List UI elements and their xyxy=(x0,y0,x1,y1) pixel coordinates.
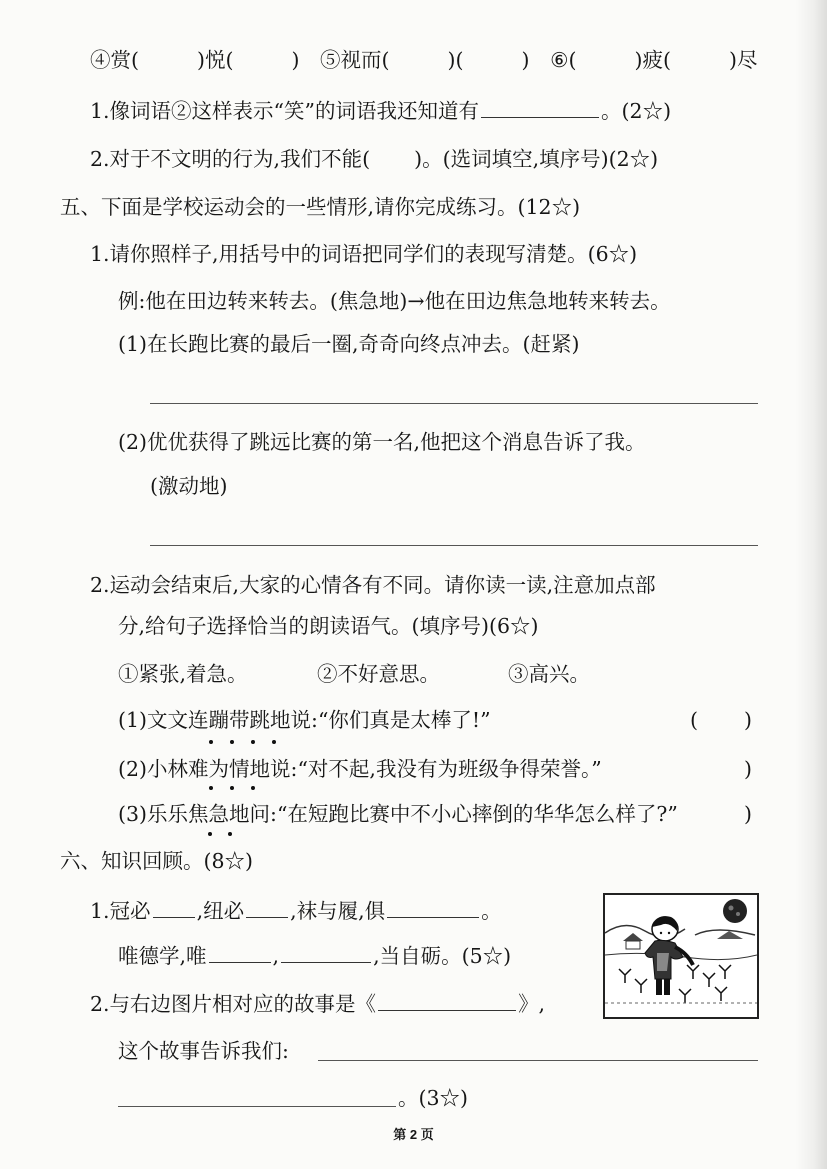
option-3: ③高兴。 xyxy=(508,662,590,686)
question-5-1-prompt: 1.请你照样子,用括号中的词语把同学们的表现写清楚。(6☆) xyxy=(90,242,638,266)
emphasis-dot xyxy=(230,740,234,744)
option-2: ②不好意思。 xyxy=(317,662,440,686)
fill-part: ⑥( xyxy=(550,48,577,72)
question-text: ,袜与履,俱 xyxy=(290,899,386,923)
answer-blank[interactable] xyxy=(387,897,479,918)
fill-part: ) xyxy=(291,48,300,72)
question-text: 唯德学,唯 xyxy=(118,944,207,968)
fill-part: ) xyxy=(521,48,530,72)
item-2-hint: (激动地) xyxy=(150,474,228,498)
item-1: (1)在长跑比赛的最后一圈,奇奇向终点冲去。(赶紧) xyxy=(118,332,580,356)
question-text: 》, xyxy=(518,992,546,1016)
item-2: (2)优优获得了跳远比赛的第一名,他把这个消息告诉了我。 xyxy=(118,430,646,454)
emphasis-dot xyxy=(272,740,276,744)
question-text: 1.像词语②这样表示“笑”的词语我还知道有 xyxy=(90,99,480,123)
answer-blank[interactable] xyxy=(246,897,288,918)
fill-part: )尽 xyxy=(728,48,758,72)
word-fill-line xyxy=(90,46,757,74)
question-score: )。(选词填空,填序号)(2☆) xyxy=(414,147,659,171)
illustration-svg xyxy=(605,895,757,1017)
question-text: ,当自砺。(5☆) xyxy=(373,944,512,968)
emphasis-dot xyxy=(208,832,212,836)
answer-paren-open: ( xyxy=(690,708,698,732)
question-text: ,纽必 xyxy=(196,899,245,923)
answer-paren-close: ) xyxy=(744,757,752,781)
answer-blank[interactable] xyxy=(281,942,371,963)
question-6-2-line1 xyxy=(90,990,545,1018)
answer-blank[interactable] xyxy=(153,897,195,918)
emphasis-dot xyxy=(251,740,255,744)
question-text: 2.对于不文明的行为,我们不能( xyxy=(90,147,371,171)
question-6-1-line1 xyxy=(90,897,502,925)
emphasis-dot xyxy=(209,740,213,744)
fill-part: )悦( xyxy=(197,48,234,72)
sentence-2: (2)小林难为情地说:“对不起,我没有为班级争得荣誉。” xyxy=(118,757,602,781)
answer-slot[interactable] xyxy=(700,757,742,781)
answer-paren-close: ) xyxy=(744,708,752,732)
scan-edge-shadow xyxy=(795,0,827,1169)
section-5-title: 五、下面是学校运动会的一些情形,请你完成练习。(12☆) xyxy=(60,195,581,219)
example-sentence: 例:他在田边转来转去。(焦急地)→他在田边焦急地转来转去。 xyxy=(118,289,671,313)
answer-blank[interactable] xyxy=(209,942,271,963)
question-6-1-line2 xyxy=(118,942,511,970)
question-6-2-line2: 这个故事告诉我们: xyxy=(118,1039,289,1063)
emphasis-dot xyxy=(209,786,213,790)
fill-part: ⑤视而( xyxy=(320,48,390,72)
section-6-title: 六、知识回顾。(8☆) xyxy=(60,849,254,873)
answer-slot[interactable] xyxy=(700,708,742,732)
answer-slot[interactable] xyxy=(700,802,742,826)
answer-line[interactable] xyxy=(318,1060,758,1061)
answer-blank[interactable] xyxy=(481,97,599,118)
emphasis-dot xyxy=(230,786,234,790)
boy-pulling-seedlings-illustration xyxy=(603,893,759,1019)
fill-part: ④赏( xyxy=(90,48,139,72)
question-4-1 xyxy=(90,97,671,125)
sentence-1: (1)文文连蹦带跳地说:“你们真是太棒了!” xyxy=(118,708,491,732)
fill-part: )疲( xyxy=(634,48,671,72)
question-5-2-prompt-cont: 分,给句子选择恰当的朗读语气。(填序号)(6☆) xyxy=(118,614,539,638)
answer-line[interactable] xyxy=(150,545,758,546)
page-number: 第 2 页 xyxy=(393,1127,434,1142)
question-text: 1.冠必 xyxy=(90,899,151,923)
fill-part: )( xyxy=(447,48,464,72)
answer-line[interactable] xyxy=(150,403,758,404)
question-text: , xyxy=(272,944,280,968)
question-5-2-prompt: 2.运动会结束后,大家的心情各有不同。请你读一读,注意加点部 xyxy=(90,573,656,597)
answer-line[interactable] xyxy=(118,1106,396,1107)
answer-paren-close: ) xyxy=(744,802,752,826)
option-1: ①紧张,着急。 xyxy=(118,662,248,686)
answer-blank[interactable] xyxy=(378,990,516,1011)
question-score: 。(2☆) xyxy=(601,99,672,123)
question-text: 。 xyxy=(481,899,502,923)
question-4-2 xyxy=(90,145,658,173)
sentence-3: (3)乐乐焦急地问:“在短跑比赛中不小心摔倒的华华怎么样了?” xyxy=(118,802,678,826)
question-6-2-score: 。(3☆) xyxy=(398,1086,469,1110)
question-text: 2.与右边图片相对应的故事是《 xyxy=(90,992,377,1016)
emphasis-dot xyxy=(228,832,232,836)
emphasis-dot xyxy=(251,786,255,790)
